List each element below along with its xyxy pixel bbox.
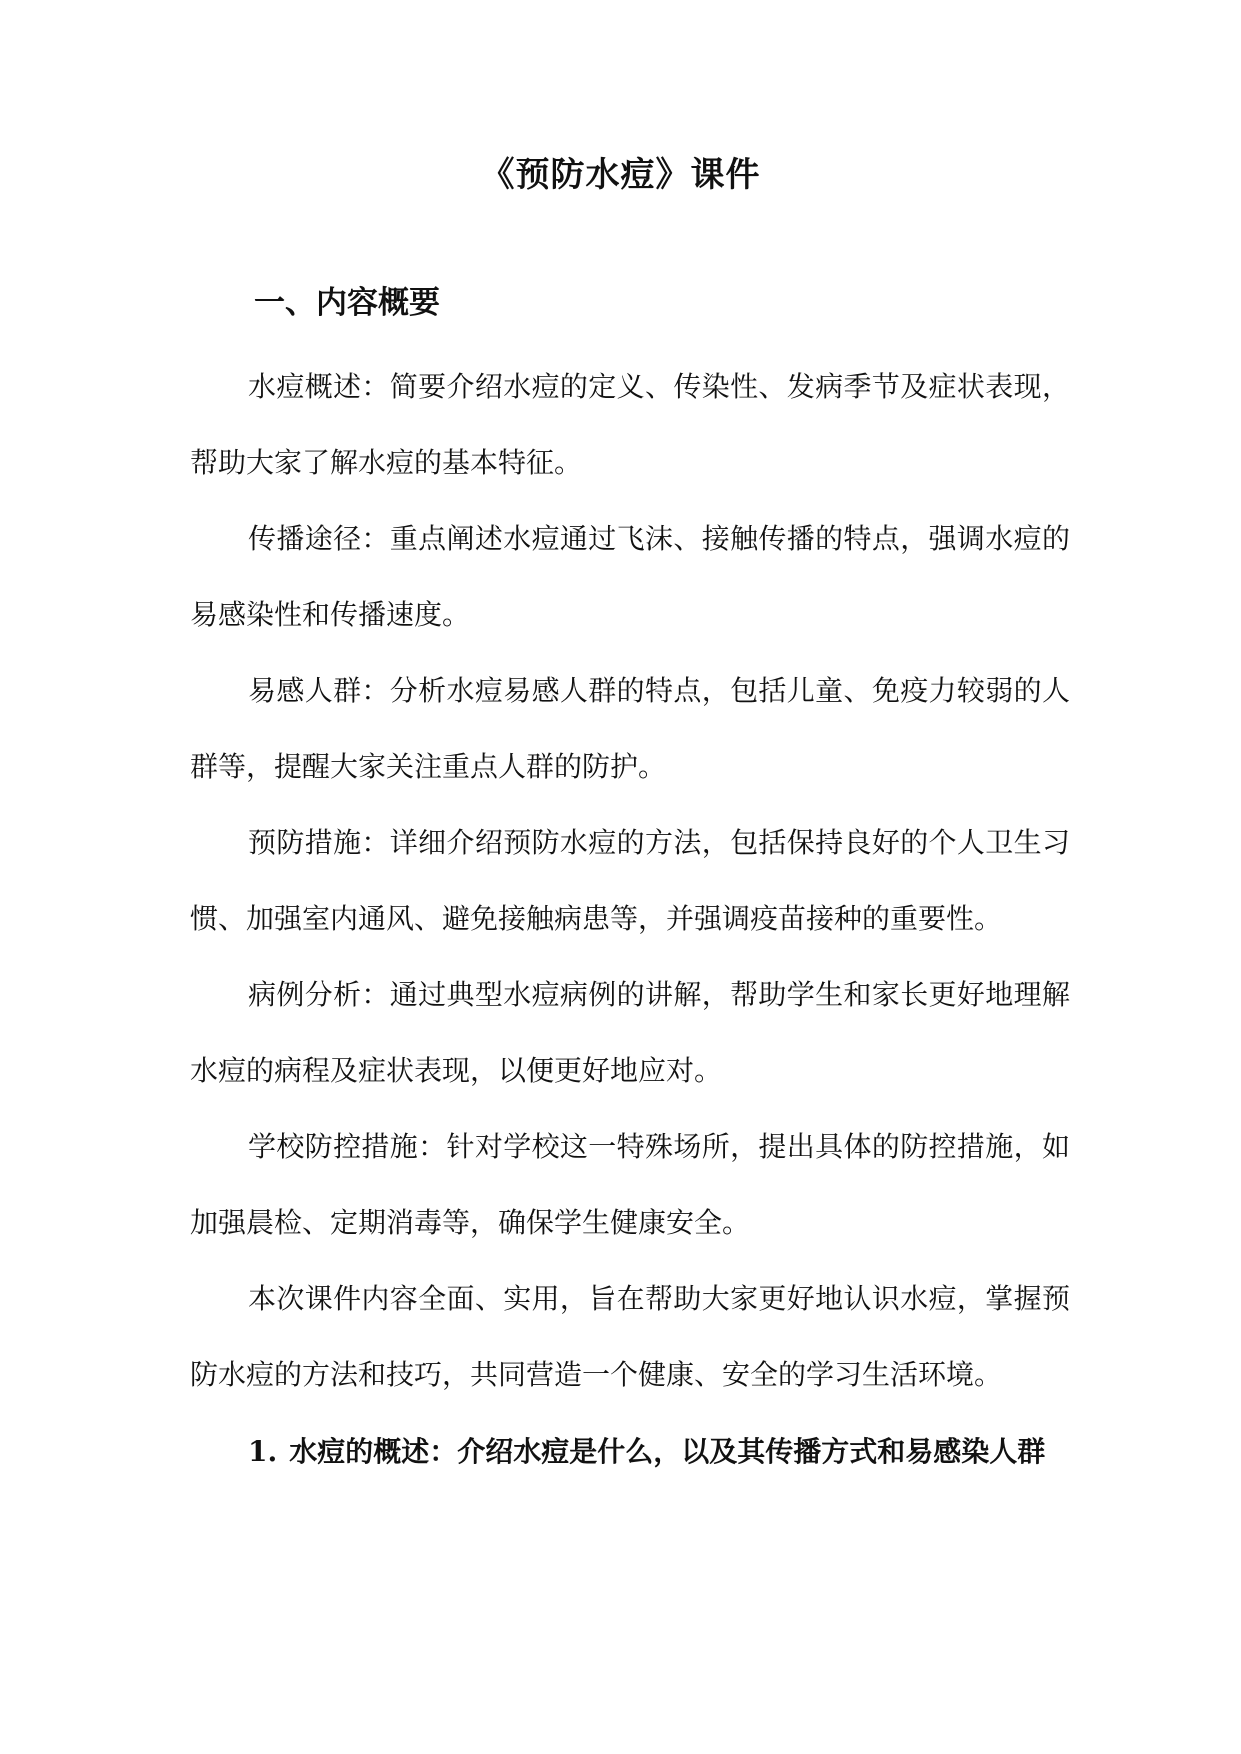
paragraph-overview: 水痘概述：简要介绍水痘的定义、传染性、发病季节及症状表现，帮助大家了解水痘的基本特征。: [190, 370, 1070, 479]
paragraph-summary: 本次课件内容全面、实用，旨在帮助大家更好地认识水痘，掌握预防水痘的方法和技巧，共同营造一个健康、安全的学习生活环境。: [190, 1282, 1070, 1391]
paragraph-prevention: 预防措施：详细介绍预防水痘的方法，包括保持良好的个人卫生习惯、加强室内通风、避免接触病患等，并强调疫苗接种的重要性。: [190, 826, 1070, 935]
paragraph-transmission: 传播途径：重点阐述水痘通过飞沫、接触传播的特点，强调水痘的易感染性和传播速度。: [190, 522, 1070, 631]
sub-heading-text: 水痘的概述：介绍水痘是什么，以及其传播方式和易感染人群: [289, 1435, 1046, 1468]
section-heading-overview: 一、内容概要: [254, 285, 440, 321]
sub-heading-1: [190, 1414, 1070, 1490]
sub-heading-number: 1.: [248, 1435, 278, 1468]
paragraph-school-measures: 学校防控措施：针对学校这一特殊场所，提出具体的防控措施，如加强晨检、定期消毒等，确保学生健康安全。: [190, 1130, 1070, 1239]
paragraph-case-analysis: 病例分析：通过典型水痘病例的讲解，帮助学生和家长更好地理解水痘的病程及症状表现，以便更好地应对。: [190, 978, 1070, 1087]
paragraph-susceptible-groups: 易感人群：分析水痘易感人群的特点，包括儿童、免疫力较弱的人群等，提醒大家关注重点人群的防护。: [190, 674, 1070, 783]
document-title: 《预防水痘》课件: [480, 155, 761, 195]
